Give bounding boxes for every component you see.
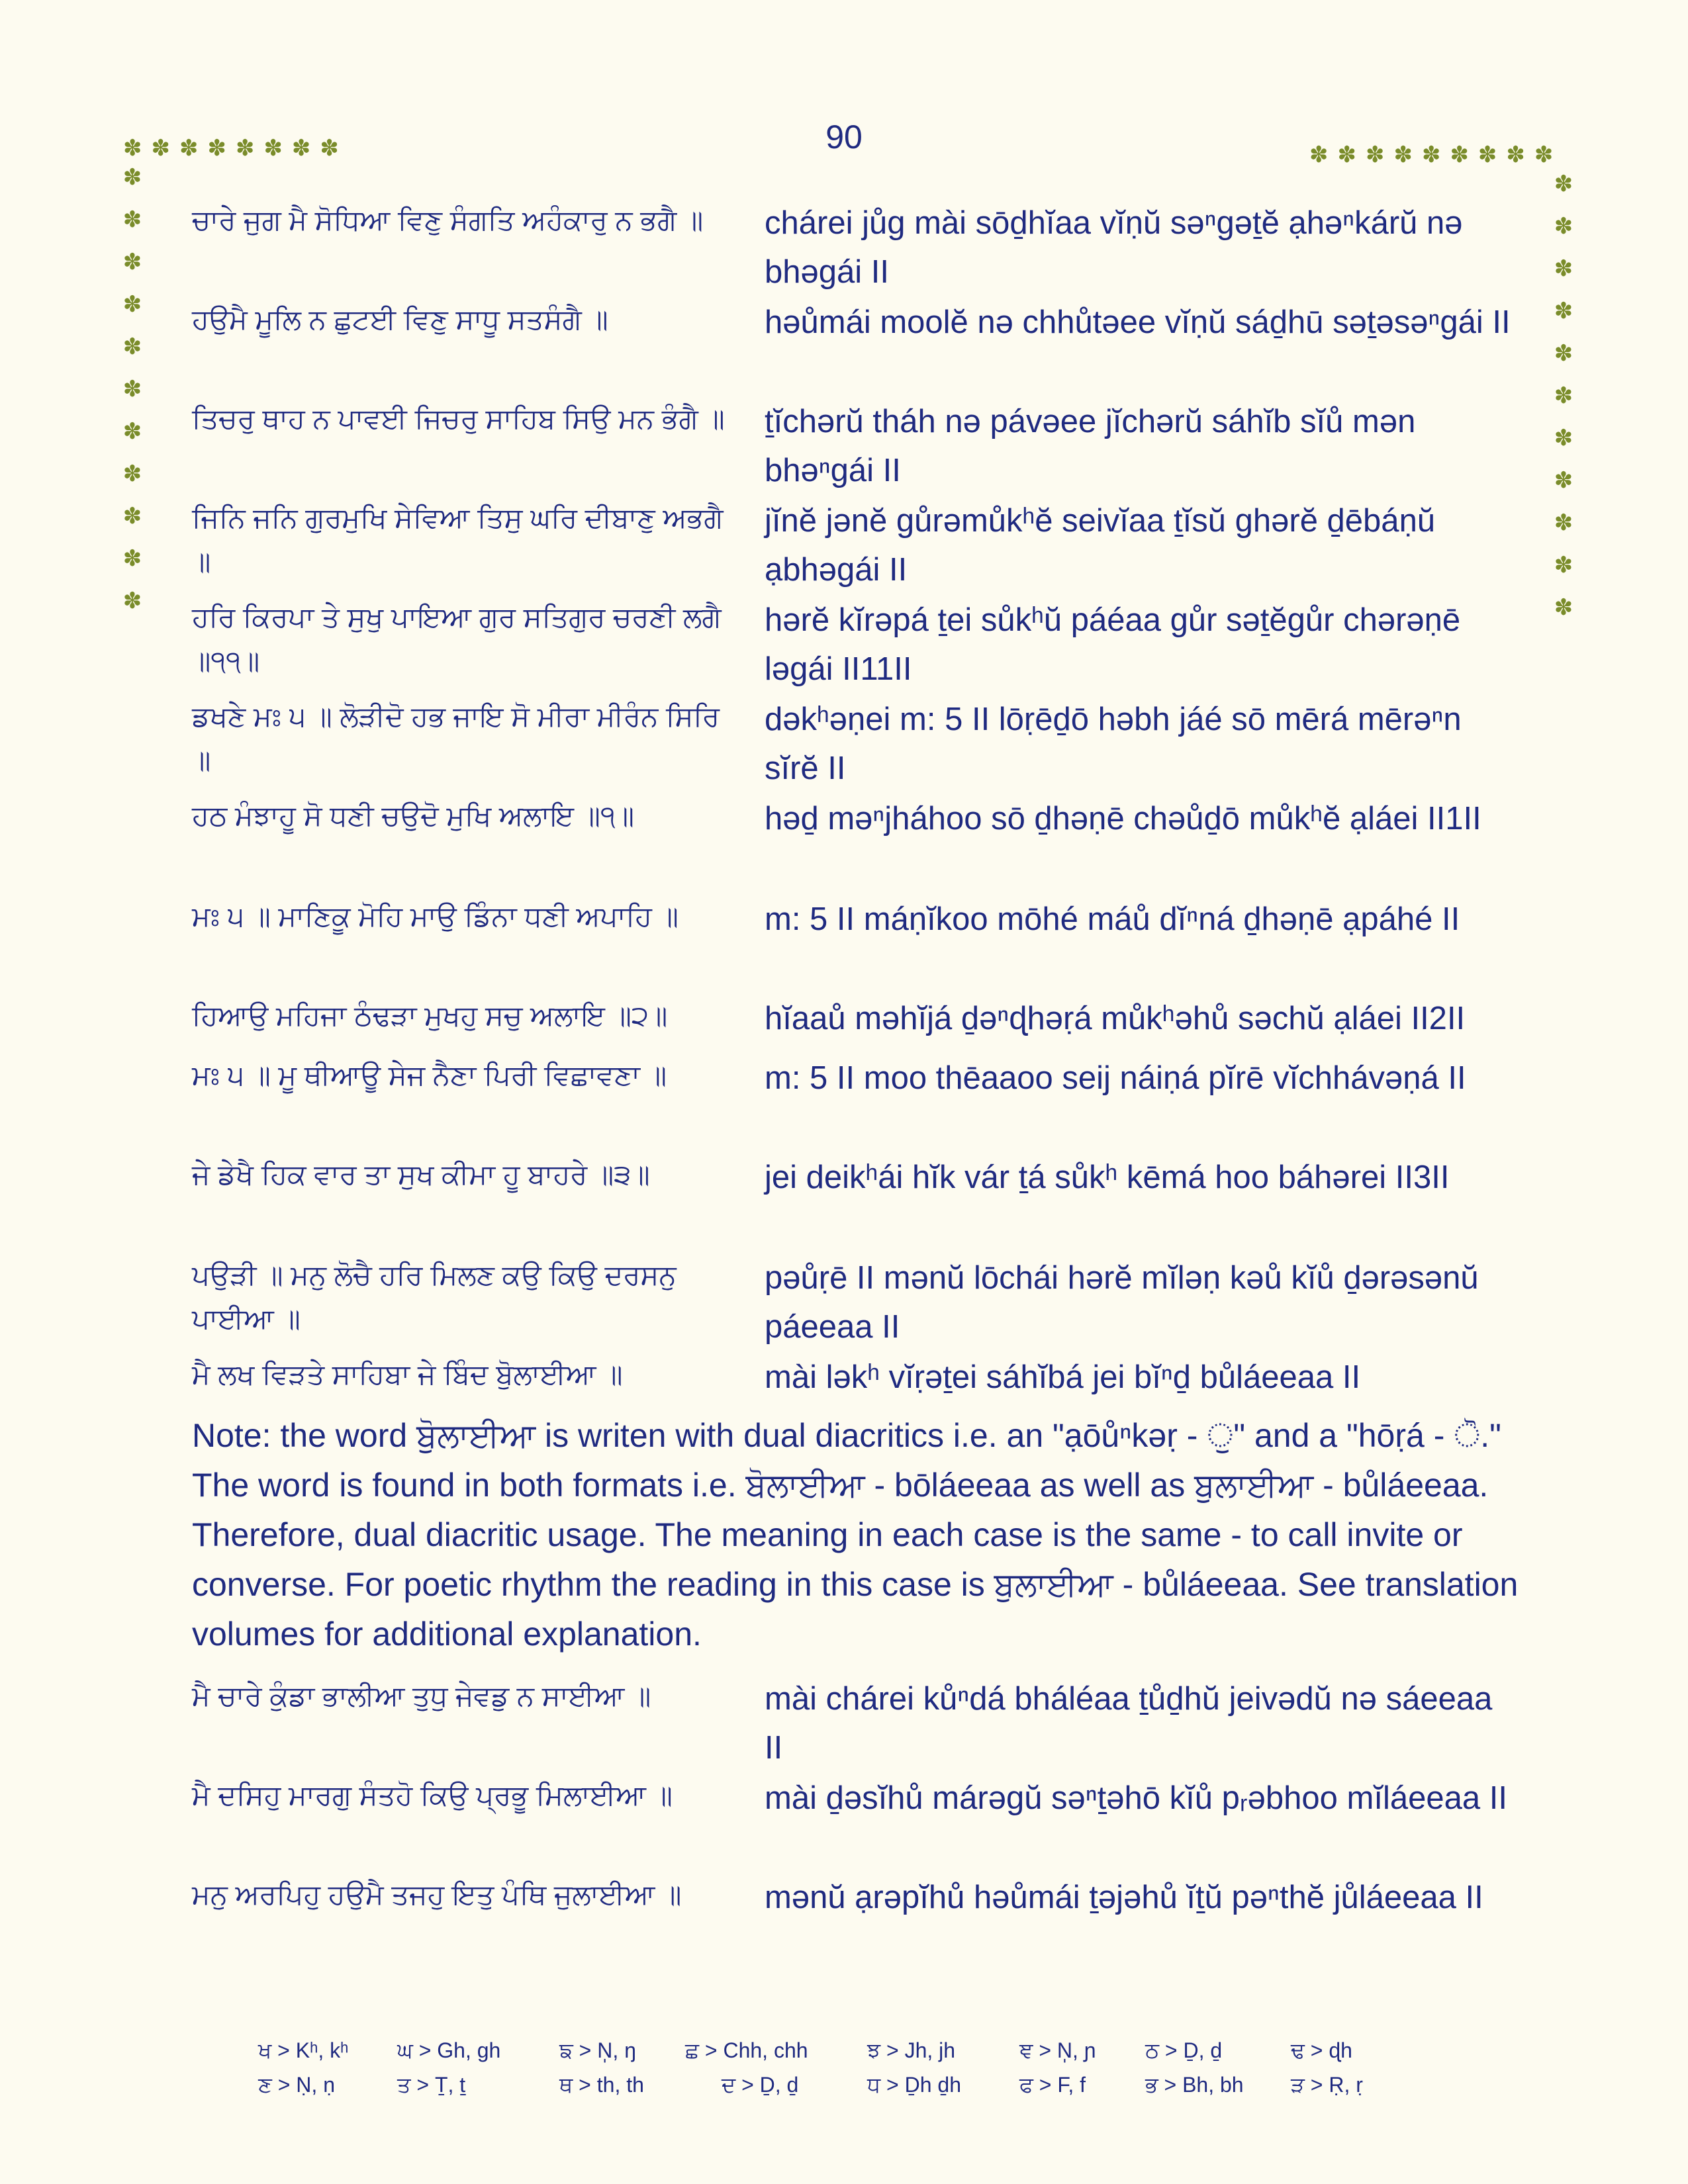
legend-entry: ਧ > Ḏh ḏh <box>867 2073 962 2097</box>
gurmukhi-text: ਡਖਣੇ ਮਃ ੫ ॥ ਲੋੜੀਦੋ ਹਭ ਜਾਇ ਸੋ ਮੀਰਾ ਮੀਰੰਨ ਸਿਰਿ ॥ <box>192 701 720 776</box>
ornament-right-column: ✽ ✽ ✽ ✽ ✽ ✽ ✽ ✽ ✽ ✽ ✽ <box>1554 171 1573 620</box>
transliteration-text: hərĕ kĭrəpá ṯei sůkʰŭ páéaa gůr səṯĕgůr chərəṇē ləgái II11II <box>765 602 1461 687</box>
note-paragraph: Note: the word ਬੁੋਲਾਈਆ is writen with dual diacritics i.e. an "ạōůⁿkəṛ - ੁ" and a "hōṛá - ੋ." The word is found in both formats i.e. ਬੋਲਾਈਆ - bōláeeaa as well as ਬੁਲਾਈਆ - bůláeeaa. Therefore, dual diacritic usage. The meaning in each case is the same - to call invite or converse. For poetic rhythm the reading in this case is ਬੁਲਾਈਆ - bůláeeaa. See translation volumes for additional explanation. <box>192 1417 1519 1653</box>
legend-entry: ਫ > F, f <box>1019 2073 1086 2097</box>
legend-entry: ਭ > Bh, bh <box>1145 2073 1244 2097</box>
legend-entry: ੜ > Ṛ, ṛ <box>1291 2073 1363 2097</box>
gurmukhi-text: ਹਠ ਮੰਝਾਹੂ ਸੋ ਧਣੀ ਚਉਦੋ ਮੁਖਿ ਅਲਾਇ ॥੧॥ <box>192 800 635 831</box>
legend-entry: ਖ > Kʰ, kʰ <box>258 2038 349 2062</box>
transliteration-text: mài ḏəsĭhů márəgŭ səⁿṯəhō kĭů pᵣəbhoo mĭláeeaa II <box>765 1780 1507 1816</box>
transliteration-text: ṯĭchərŭ tháh nə pávəee jĭchərŭ sáhĭb sĭů mən bhəⁿgái II <box>765 404 1416 488</box>
gurmukhi-text: ਜੇ ਡੇਖੈ ਹਿਕ ਵਾਰ ਤਾ ਸੁਖ ਕੀਮਾ ਹੂ ਬਾਹਰੇ ॥੩॥ <box>192 1159 650 1190</box>
transliteration-text: həůmái moolĕ nə chhůtəee vĭṇŭ sáḏhū səṯəsəⁿgái II <box>765 304 1511 340</box>
legend-entry: ਠ > Ḏ, ḏ <box>1145 2038 1223 2062</box>
gurmukhi-text: ਮੈ ਲਖ ਵਿੜਤੇ ਸਾਹਿਬਾ ਜੇ ਬਿੰਦ ਬੁੋਲਾਈਆ ॥ <box>192 1359 623 1390</box>
legend-entry: ਥ > th, th <box>559 2073 644 2097</box>
transliteration-text: mài chárei kůⁿdá bháléaa ṯůḏhŭ jeivədŭ nə sáeeaa II <box>765 1681 1493 1766</box>
gurmukhi-text: ਹਿਆਉ ਮਹਿਜਾ ਠੰਢੜਾ ਮੁਖਹੁ ਸਚੁ ਅਲਾਇ ॥੨॥ <box>192 1000 668 1031</box>
legend-entry: ਝ > Jh, jh <box>867 2038 956 2062</box>
legend-entry: ਘ > Gh, gh <box>397 2038 501 2062</box>
ornament-left-column: ✽ ✽ ✽ ✽ ✽ ✽ ✽ ✽ ✽ ✽ ✽ <box>122 165 142 614</box>
ornament-top-left: ✽✽✽✽✽✽✽✽ <box>123 136 348 161</box>
gurmukhi-text: ਜਿਨਿ ਜਨਿ ਗੁਰਮੁਖਿ ਸੇਵਿਆ ਤਿਸੁ ਘਰਿ ਦੀਬਾਣੁ ਅਭਗੈ ॥ <box>192 502 724 577</box>
transliteration-text: jei deikʰái hĭk vár ṯá sůkʰ kēmá hoo báhərei II3II <box>765 1160 1450 1195</box>
legend-entry: ਤ > Ṯ, ṯ <box>397 2073 466 2097</box>
legend-entry: ਛ > Chh, chh <box>685 2038 808 2062</box>
gurmukhi-text: ਮਃ ੫ ॥ ਮਾਣਿਕੂ ਮੋਹਿ ਮਾਉ ਡਿੰਨਾ ਧਣੀ ਅਪਾਹਿ ॥ <box>192 901 679 932</box>
gurmukhi-text: ਮਨੁ ਅਰਪਿਹੁ ਹਉਮੈ ਤਜਹੁ ਇਤੁ ਪੰਥਿ ਜੁਲਾਈਆ ॥ <box>192 1879 682 1910</box>
gurmukhi-text: ਚਾਰੇ ਜੁਗ ਮੈ ਸੋਧਿਆ ਵਿਣੁ ਸੰਗਤਿ ਅਹੰਕਾਰੁ ਨ ਭਗੈ ॥ <box>192 205 704 236</box>
transliteration-text: mài ləkʰ vĭṛəṯei sáhĭbá jei bĭⁿḏ bůláeeaa II <box>765 1359 1361 1395</box>
transliteration-text: jĭnĕ jənĕ gůrəmůkʰĕ seivĭaa ṯĭsŭ ghərĕ ḏēbáṇŭ ạbhəgái II <box>765 503 1436 588</box>
legend-entry: ਣ > Ṇ, ṇ <box>258 2073 335 2097</box>
gurmukhi-text: ਮੈ ਦਸਿਹੁ ਮਾਰਗੁ ਸੰਤਹੋ ਕਿਉ ਪ੍ਰਭੂ ਮਿਲਾਈਆ ॥ <box>192 1780 673 1811</box>
legend-entry: ਙ > N̩, ŋ <box>559 2038 636 2062</box>
transliteration-text: mənŭ ạrəpĭhů həůmái ṯəjəhů ĭṯŭ pəⁿthĕ jůláeeaa II <box>765 1880 1483 1915</box>
legend-entry: ਢ > ɖh <box>1291 2038 1352 2062</box>
ornament-top-right: ✽✽✽✽✽✽✽✽✽ <box>1309 142 1563 167</box>
transliteration-text: pəůṛē II mənŭ lōchái hərĕ mĭləṇ kəů kĭů ḏərəsənŭ páeeaa II <box>765 1260 1479 1345</box>
transliteration-text: hĭaaů məhĭjá ḏəⁿɖhəṛá můkʰəhů səchŭ ạláei II2II <box>765 1001 1466 1036</box>
gurmukhi-text: ਪਉੜੀ ॥ ਮਨੁ ਲੋਚੈ ਹਰਿ ਮਿਲਣ ਕਉ ਕਿਉ ਦਰਸਨੁ ਪਾਈਆ ॥ <box>192 1259 677 1334</box>
transliteration-text: həḏ məⁿjháhoo sō ḏhəṇē chəůḏō můkʰĕ ạláei II1II <box>765 801 1481 837</box>
gurmukhi-text: ਹਉਮੈ ਮੂਲਿ ਨ ਛੁਟਈ ਵਿਣੁ ਸਾਧੂ ਸਤਸੰਗੈ ॥ <box>192 304 608 335</box>
transliteration-text: m: 5 II moo thēaaoo seij náiṇá pĭrē vĭchhávəṇá II <box>765 1060 1466 1096</box>
gurmukhi-text: ਤਿਚਰੁ ਥਾਹ ਨ ਪਾਵਈ ਜਿਚਰੁ ਸਾਹਿਬ ਸਿਉ ਮਨ ਭੰਗੈ ॥ <box>192 403 725 434</box>
gurmukhi-text: ਮਃ ੫ ॥ ਮੂ ਥੀਆਊ ਸੇਜ ਨੈਣਾ ਪਿਰੀ ਵਿਛਾਵਣਾ ॥ <box>192 1060 667 1091</box>
legend-entry: ਞ > N̩, ɲ <box>1019 2038 1096 2062</box>
legend-entry: ਦ > Ḏ, ḏ <box>722 2073 799 2097</box>
transliteration-text: dəkʰəṇei m: 5 II lōṛēḏō həbh jáé sō mērá mērəⁿn sĭrĕ II <box>765 702 1462 786</box>
gurmukhi-text: ਹਰਿ ਕਿਰਪਾ ਤੇ ਸੁਖੁ ਪਾਇਆ ਗੁਰ ਸਤਿਗੁਰ ਚਰਣੀ ਲਗੈ ॥੧੧॥ <box>192 602 722 676</box>
page-number: 90 <box>825 118 863 156</box>
transliteration-text: chárei jůg mài sōḏhĭaa vĭṇŭ səⁿgəṯĕ ạhəⁿkárŭ nə bhəgái II <box>765 205 1463 290</box>
gurmukhi-text: ਮੈ ਚਾਰੇ ਕੁੰਡਾ ਭਾਲੀਆ ਤੁਧੁ ਜੇਵਡੁ ਨ ਸਾਈਆ ॥ <box>192 1680 651 1711</box>
transliteration-text: m: 5 II máṇĭkoo mōhé máů dĭⁿná ḏhəṇē ạpáhé II <box>765 901 1460 937</box>
